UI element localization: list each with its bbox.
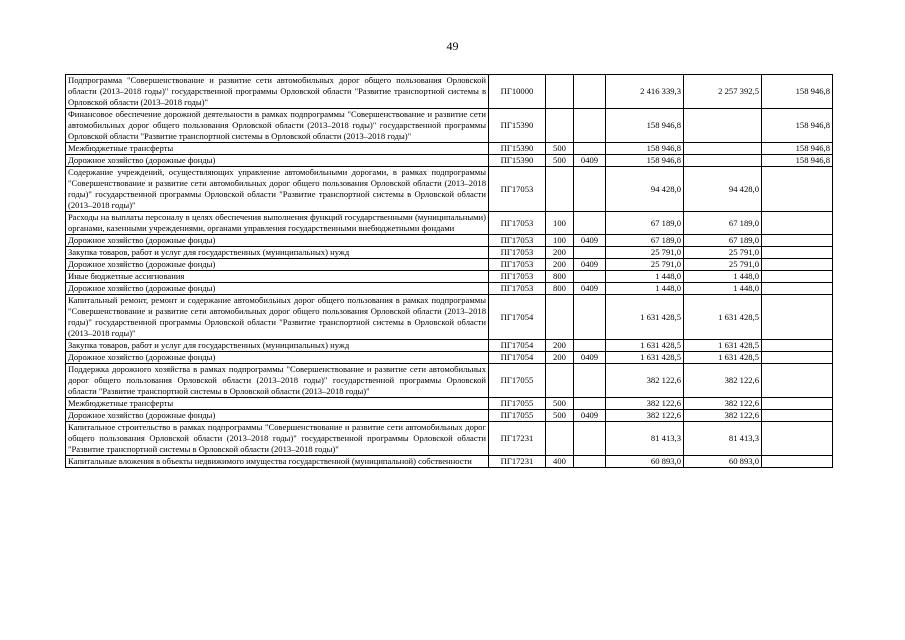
expense-type-cell xyxy=(546,364,574,398)
total-amount-cell: 382 122,6 xyxy=(606,410,684,422)
amount-col1-cell: 1 631 428,5 xyxy=(684,340,762,352)
amount-col2-cell xyxy=(762,340,833,352)
amount-col2-cell xyxy=(762,247,833,259)
section-code-cell: 0409 xyxy=(574,352,606,364)
expense-name-cell: Дорожное хозяйство (дорожные фонды) xyxy=(66,352,489,364)
amount-col2-cell xyxy=(762,235,833,247)
table-row xyxy=(66,143,833,155)
table-row xyxy=(66,167,833,212)
total-amount-cell: 67 189,0 xyxy=(606,212,684,235)
amount-col2-cell xyxy=(762,364,833,398)
target-code-cell: ПГ17055 xyxy=(489,398,546,410)
total-amount-cell: 158 946,8 xyxy=(606,155,684,167)
expense-name-cell: Дорожное хозяйство (дорожные фонды) xyxy=(66,235,489,247)
total-amount-cell: 81 413,3 xyxy=(606,422,684,456)
table-row xyxy=(66,295,833,340)
expense-name-cell: Дорожное хозяйство (дорожные фонды) xyxy=(66,283,489,295)
expense-type-cell: 500 xyxy=(546,143,574,155)
target-code-cell: ПГ15390 xyxy=(489,143,546,155)
expense-type-cell xyxy=(546,422,574,456)
section-code-cell xyxy=(574,295,606,340)
total-amount-cell: 25 791,0 xyxy=(606,259,684,271)
expense-type-cell: 500 xyxy=(546,410,574,422)
target-code-cell: ПГ15390 xyxy=(489,109,546,143)
total-amount-cell: 158 946,8 xyxy=(606,109,684,143)
amount-col1-cell xyxy=(684,143,762,155)
expense-name-cell: Дорожное хозяйство (дорожные фонды) xyxy=(66,155,489,167)
expense-name-cell: Капитальное строительство в рамках подпрограммы "Совершенствование и развитие сети автомобильных дорог общего пользования Орловской области (2013–2018 годы)" государственной программы Орловской области "Развитие транспортной системы в Орловской области (2013–2018 годы)" xyxy=(66,422,489,456)
total-amount-cell: 67 189,0 xyxy=(606,235,684,247)
target-code-cell: ПГ17053 xyxy=(489,167,546,212)
table-row xyxy=(66,422,833,456)
target-code-cell: ПГ17053 xyxy=(489,283,546,295)
target-code-cell: ПГ17053 xyxy=(489,259,546,271)
amount-col1-cell: 60 893,0 xyxy=(684,456,762,468)
expense-name-cell: Дорожное хозяйство (дорожные фонды) xyxy=(66,410,489,422)
expense-type-cell: 800 xyxy=(546,283,574,295)
target-code-cell: ПГ17231 xyxy=(489,456,546,468)
amount-col2-cell xyxy=(762,259,833,271)
expense-name-cell: Поддержка дорожного хозяйства в рамках подпрограммы "Совершенствование и развитие сети автомобильных дорог общего пользования Орловской области (2013–2018 годы)" государственной программы Орловской области "Развитие транспортной системы в Орловской области (2013–2018 годы)" xyxy=(66,364,489,398)
section-code-cell xyxy=(574,456,606,468)
section-code-cell xyxy=(574,109,606,143)
expense-type-cell: 800 xyxy=(546,271,574,283)
total-amount-cell: 2 416 339,3 xyxy=(606,75,684,109)
section-code-cell: 0409 xyxy=(574,235,606,247)
target-code-cell: ПГ17055 xyxy=(489,364,546,398)
expense-type-cell: 200 xyxy=(546,352,574,364)
target-code-cell: ПГ15390 xyxy=(489,155,546,167)
target-code-cell: ПГ17053 xyxy=(489,271,546,283)
total-amount-cell: 94 428,0 xyxy=(606,167,684,212)
amount-col1-cell: 382 122,6 xyxy=(684,364,762,398)
table-row xyxy=(66,75,833,109)
total-amount-cell: 158 946,8 xyxy=(606,143,684,155)
section-code-cell xyxy=(574,212,606,235)
target-code-cell: ПГ17055 xyxy=(489,410,546,422)
total-amount-cell: 382 122,6 xyxy=(606,398,684,410)
amount-col1-cell: 1 448,0 xyxy=(684,271,762,283)
table-row xyxy=(66,398,833,410)
target-code-cell: ПГ17231 xyxy=(489,422,546,456)
amount-col2-cell xyxy=(762,352,833,364)
expense-name-cell: Дорожное хозяйство (дорожные фонды) xyxy=(66,259,489,271)
total-amount-cell: 382 122,6 xyxy=(606,364,684,398)
amount-col1-cell: 67 189,0 xyxy=(684,235,762,247)
amount-col2-cell: 158 946,8 xyxy=(762,143,833,155)
amount-col1-cell: 382 122,6 xyxy=(684,410,762,422)
expense-name-cell: Содержание учреждений, осуществляющих управление автомобильными дорогами, в рамках подпрограммы "Совершенствование и развитие сети автомобильных дорог общего пользования Орловской области (2013–2018 годы)" государственной программы Орловской области "Развитие транспортной системы в Орловской области (2013–2018 годы)" xyxy=(66,167,489,212)
target-code-cell: ПГ17054 xyxy=(489,295,546,340)
amount-col1-cell: 2 257 392,5 xyxy=(684,75,762,109)
amount-col2-cell xyxy=(762,398,833,410)
total-amount-cell: 1 631 428,5 xyxy=(606,340,684,352)
expense-type-cell: 200 xyxy=(546,247,574,259)
table-row xyxy=(66,364,833,398)
total-amount-cell: 1 631 428,5 xyxy=(606,352,684,364)
section-code-cell xyxy=(574,340,606,352)
expense-type-cell xyxy=(546,295,574,340)
amount-col2-cell xyxy=(762,167,833,212)
section-code-cell: 0409 xyxy=(574,283,606,295)
section-code-cell xyxy=(574,167,606,212)
expense-name-cell: Межбюджетные трансферты xyxy=(66,398,489,410)
amount-col1-cell xyxy=(684,109,762,143)
section-code-cell xyxy=(574,364,606,398)
expense-name-cell: Закупка товаров, работ и услуг для государственных (муниципальных) нужд xyxy=(66,247,489,259)
total-amount-cell: 1 631 428,5 xyxy=(606,295,684,340)
section-code-cell xyxy=(574,422,606,456)
amount-col2-cell xyxy=(762,295,833,340)
target-code-cell: ПГ17053 xyxy=(489,247,546,259)
amount-col1-cell: 94 428,0 xyxy=(684,167,762,212)
section-code-cell xyxy=(574,75,606,109)
amount-col1-cell xyxy=(684,155,762,167)
expense-type-cell: 200 xyxy=(546,259,574,271)
expense-name-cell: Финансовое обеспечение дорожной деятельности в рамках подпрограммы "Совершенствование и развитие сети автомобильных дорог общего пользования Орловской области (2013–2018 годы)" государственной программы Орловской области "Развитие транспортной системы в Орловской области (2013–2018 годы)" xyxy=(66,109,489,143)
amount-col1-cell: 25 791,0 xyxy=(684,259,762,271)
expense-type-cell xyxy=(546,167,574,212)
expense-name-cell: Межбюджетные трансферты xyxy=(66,143,489,155)
expense-name-cell: Капитальные вложения в объекты недвижимого имущества государственной (муниципальной) собственности xyxy=(66,456,489,468)
amount-col2-cell xyxy=(762,456,833,468)
expense-name-cell: Капитальный ремонт, ремонт и содержание автомобильных дорог общего пользования в рамках подпрограммы "Совершенствование и развитие сети автомобильных дорог общего пользования Орловской области (2013–2018 годы)" государственной программы Орловской области "Развитие транспортной системы в Орловской области (2013–2018 годы)" xyxy=(66,295,489,340)
amount-col2-cell xyxy=(762,283,833,295)
section-code-cell: 0409 xyxy=(574,410,606,422)
expense-type-cell xyxy=(546,109,574,143)
total-amount-cell: 1 448,0 xyxy=(606,271,684,283)
expense-type-cell xyxy=(546,75,574,109)
target-code-cell: ПГ17054 xyxy=(489,340,546,352)
table-row xyxy=(66,212,833,235)
section-code-cell xyxy=(574,247,606,259)
table-row xyxy=(66,340,833,352)
total-amount-cell: 25 791,0 xyxy=(606,247,684,259)
amount-col2-cell: 158 946,8 xyxy=(762,109,833,143)
page-number: 49 xyxy=(446,39,459,53)
amount-col1-cell: 67 189,0 xyxy=(684,212,762,235)
amount-col1-cell: 1 448,0 xyxy=(684,283,762,295)
expense-type-cell: 200 xyxy=(546,340,574,352)
target-code-cell: ПГ17053 xyxy=(489,235,546,247)
amount-col2-cell xyxy=(762,422,833,456)
amount-col2-cell xyxy=(762,271,833,283)
table-row xyxy=(66,456,833,468)
expense-type-cell: 400 xyxy=(546,456,574,468)
expense-type-cell: 500 xyxy=(546,398,574,410)
section-code-cell: 0409 xyxy=(574,259,606,271)
target-code-cell: ПГ17054 xyxy=(489,352,546,364)
section-code-cell xyxy=(574,398,606,410)
table-row xyxy=(66,235,833,247)
amount-col1-cell: 1 631 428,5 xyxy=(684,352,762,364)
budget-table xyxy=(65,74,833,468)
table-row xyxy=(66,259,833,271)
expense-name-cell: Иные бюджетные ассигнования xyxy=(66,271,489,283)
table-row xyxy=(66,352,833,364)
table-row xyxy=(66,247,833,259)
target-code-cell: ПГ10000 xyxy=(489,75,546,109)
expense-name-cell: Расходы на выплаты персоналу в целях обеспечения выполнения функций государственными (муниципальными) органами, казенными учреждениями, органами управления государственными внебюджетными фондами xyxy=(66,212,489,235)
amount-col2-cell xyxy=(762,410,833,422)
section-code-cell: 0409 xyxy=(574,155,606,167)
amount-col2-cell: 158 946,8 xyxy=(762,155,833,167)
amount-col2-cell: 158 946,8 xyxy=(762,75,833,109)
target-code-cell: ПГ17053 xyxy=(489,212,546,235)
expense-type-cell: 100 xyxy=(546,235,574,247)
amount-col1-cell: 1 631 428,5 xyxy=(684,295,762,340)
table-row xyxy=(66,283,833,295)
total-amount-cell: 60 893,0 xyxy=(606,456,684,468)
amount-col1-cell: 25 791,0 xyxy=(684,247,762,259)
amount-col2-cell xyxy=(762,212,833,235)
table-row xyxy=(66,155,833,167)
table-row xyxy=(66,109,833,143)
table-row xyxy=(66,410,833,422)
table-body xyxy=(66,75,833,468)
total-amount-cell: 1 448,0 xyxy=(606,283,684,295)
amount-col1-cell: 382 122,6 xyxy=(684,398,762,410)
expense-type-cell: 500 xyxy=(546,155,574,167)
amount-col1-cell: 81 413,3 xyxy=(684,422,762,456)
section-code-cell xyxy=(574,143,606,155)
table-row xyxy=(66,271,833,283)
expense-name-cell: Закупка товаров, работ и услуг для государственных (муниципальных) нужд xyxy=(66,340,489,352)
expense-type-cell: 100 xyxy=(546,212,574,235)
expense-name-cell: Подпрограмма "Совершенствование и развитие сети автомобильных дорог общего пользования Орловской области (2013–2018 годы)" государственной программы Орловской области "Развитие транспортной системы в Орловской области (2013–2018 годы)" xyxy=(66,75,489,109)
section-code-cell xyxy=(574,271,606,283)
